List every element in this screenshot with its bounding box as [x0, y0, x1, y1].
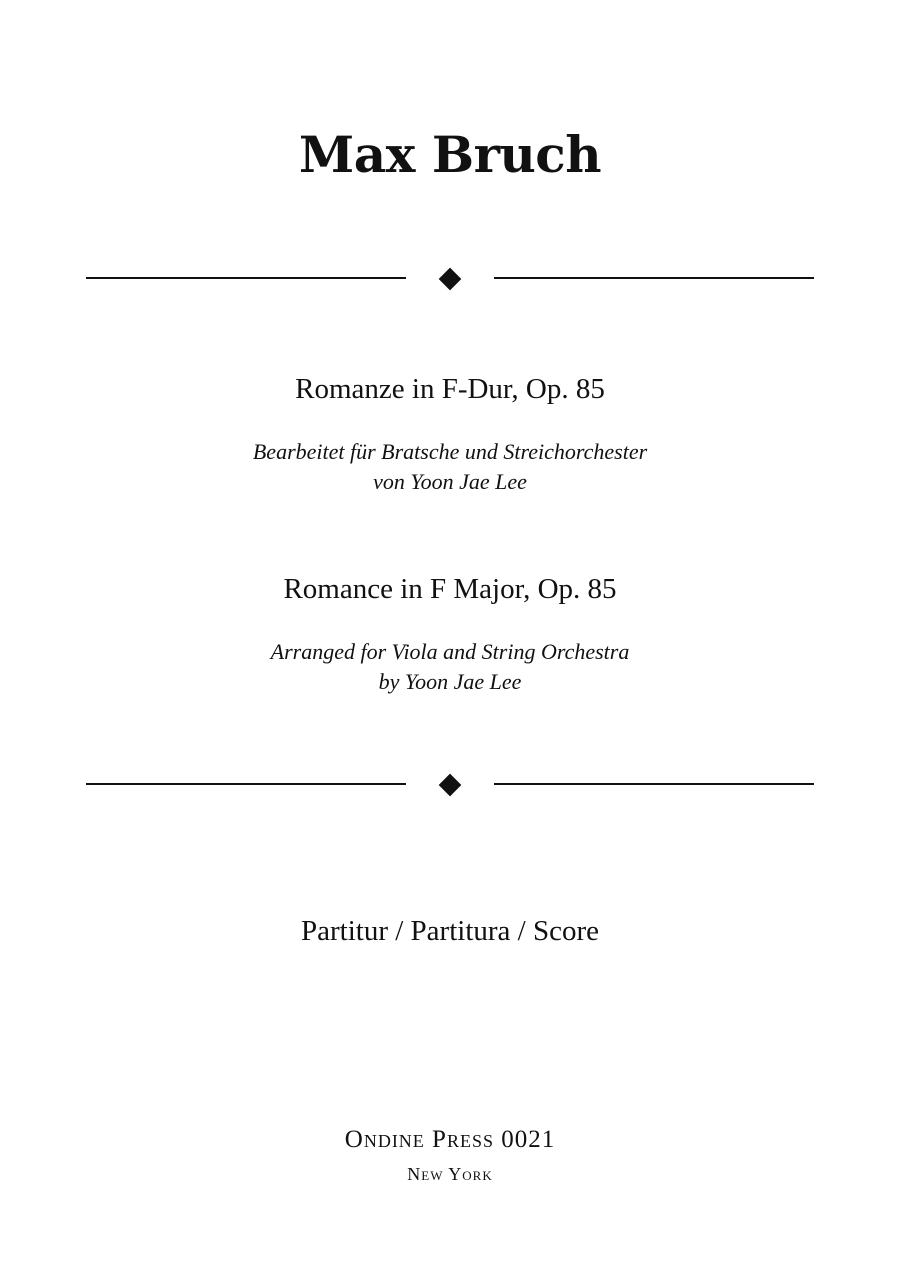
- diamond-icon: [439, 774, 462, 797]
- edition-type: Partitur / Partitura / Score: [301, 915, 599, 947]
- work-title-english: Romance in F Major, Op. 85: [283, 573, 617, 605]
- divider-line-left: [86, 277, 406, 279]
- arrangement-german-line2: von Yoon Jae Lee: [373, 469, 527, 494]
- publisher-name: Ondine Press 0021: [344, 1126, 556, 1153]
- diamond-icon: [439, 268, 462, 291]
- arrangement-english-line1: Arranged for Viola and String Orchestra: [270, 639, 630, 664]
- composer-name: Max Bruch: [298, 125, 602, 184]
- arrangement-english-line2: by Yoon Jae Lee: [378, 669, 522, 694]
- arrangement-german-line1: Bearbeitet für Bratsche und Streichorchester: [252, 439, 648, 464]
- divider-line-right: [494, 277, 814, 279]
- divider-line-right: [494, 783, 814, 785]
- work-title-german: Romanze in F-Dur, Op. 85: [295, 373, 605, 405]
- publisher-city: New York: [407, 1164, 493, 1184]
- divider-line-left: [86, 783, 406, 785]
